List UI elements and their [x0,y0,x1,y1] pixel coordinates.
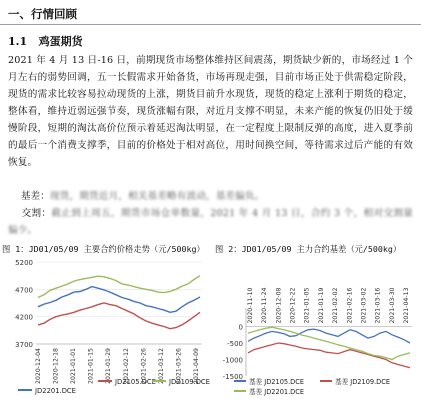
x-tick-label: 2020-12-08 [275,287,283,324]
x-tick-label: 2021-01-05 [303,287,311,324]
y-tick-label: 0 [238,323,243,332]
x-tick-label: 2021-03-02 [360,287,368,324]
x-tick-label: 2021-02-12 [122,348,130,384]
delivery-text: 截止到上周五，期货市场仓单数量，2021 年 4 月 13 日，合约 3 个，相对交割量偏少。 [8,208,413,236]
figure2-basis-chart [212,254,421,398]
legend-label: 基差 JD2109.DCE [335,378,391,386]
delivery-label: 交割： [21,208,52,219]
series-line [38,303,200,329]
figure2-caption: 图 2：JD01/05/09 主力合约基差（元/500kg） [215,244,402,254]
basis-text: 现货，期货近月，相关基差略有波动，基差偏负。 [50,191,265,202]
x-tick-label: 2021-03-16 [374,287,382,324]
x-tick-label: 2021-01-01 [70,348,78,384]
section-title: 一、行情回顾 [8,7,77,21]
paragraph-market-review: 2021 年 4 月 13 日-16 日，前期现货市场整体维持区间震荡，期货缺少新的，市场经过 1 个月左右的弱势回调，五一长假需求开始备货，市场再现走强，目前市场正处于供需稳定阶段，现货的需求比较容易拉动现货的上涨，期货目前升水现货，现货的稳定上涨利于期货的稳定，整体看，维持近弱远强节奏，现货涨幅有限，对近月支撑不明显，未来产能的恢复仍旧处于缓慢阶段，短期的淘汰高价位预示着延迟淘汰明显，在一定程度上限制反弹的高度，进入夏季前的最后一个消费支撑季，目前的价格处于相对高位，用时间换空间，等待需求过后产能的有效恢复。 [8,55,413,168]
y-tick-label: 3700 [15,341,33,349]
y-tick-label: 5200 [15,259,33,267]
figure1-caption: 图 1：JD01/05/09 主要合约价格走势（元/500kg） [2,244,205,254]
y-tick-label: -500 [227,340,243,348]
paragraph-delivery [8,205,413,239]
x-tick-label: 2020-11-10 [247,287,254,324]
series-line [248,329,410,343]
x-tick-label: 2021-01-29 [105,348,113,384]
legend-label: JD2105.DCE [115,378,156,386]
paragraph-basis [8,188,413,205]
figure1-price-chart [2,254,210,398]
x-tick-label: 2021-04-13 [403,287,410,324]
legend-label: 基差 JD2201.DCE [249,388,305,396]
figure1-svg [2,254,210,398]
x-tick-label: 2021-03-26 [175,348,183,384]
x-tick-label: 2021-02-26 [140,348,148,384]
x-tick-label: 2021-03-30 [388,287,396,324]
y-tick-label: -1000 [222,356,243,365]
x-tick-label: 2020-12-04 [35,348,42,384]
x-tick-label: 2021-01-19 [317,287,325,324]
subsection-name: 鸡蛋期货 [38,35,83,48]
y-tick-label: -1500 [222,373,243,381]
figure2-svg [212,254,421,398]
subsection-title [8,33,83,49]
x-tick-label: 2020-11-24 [261,287,269,324]
legend-label: JD2201.DCE [35,387,76,395]
series-line [38,287,200,313]
y-tick-label: 4700 [15,286,33,295]
series-line [38,276,200,298]
x-tick-label: 2021-04-09 [193,348,200,384]
x-tick-label: 2021-02-16 [346,287,354,324]
legend-label: JD2109.DCE [169,378,210,386]
basis-label: 基差： [20,191,51,202]
subsection-number: 1.1 [8,35,28,48]
x-tick-label: 2021-01-15 [87,348,95,384]
x-tick-label: 2020-12-22 [289,287,297,324]
series-line [248,343,410,368]
x-tick-label: 2020-12-18 [52,348,60,384]
x-tick-label: 2021-03-12 [157,348,165,384]
y-tick-label: 4200 [15,313,33,322]
x-tick-label: 2021-02-02 [332,287,340,324]
legend-label: 基差 JD2105.DCE [249,378,305,386]
